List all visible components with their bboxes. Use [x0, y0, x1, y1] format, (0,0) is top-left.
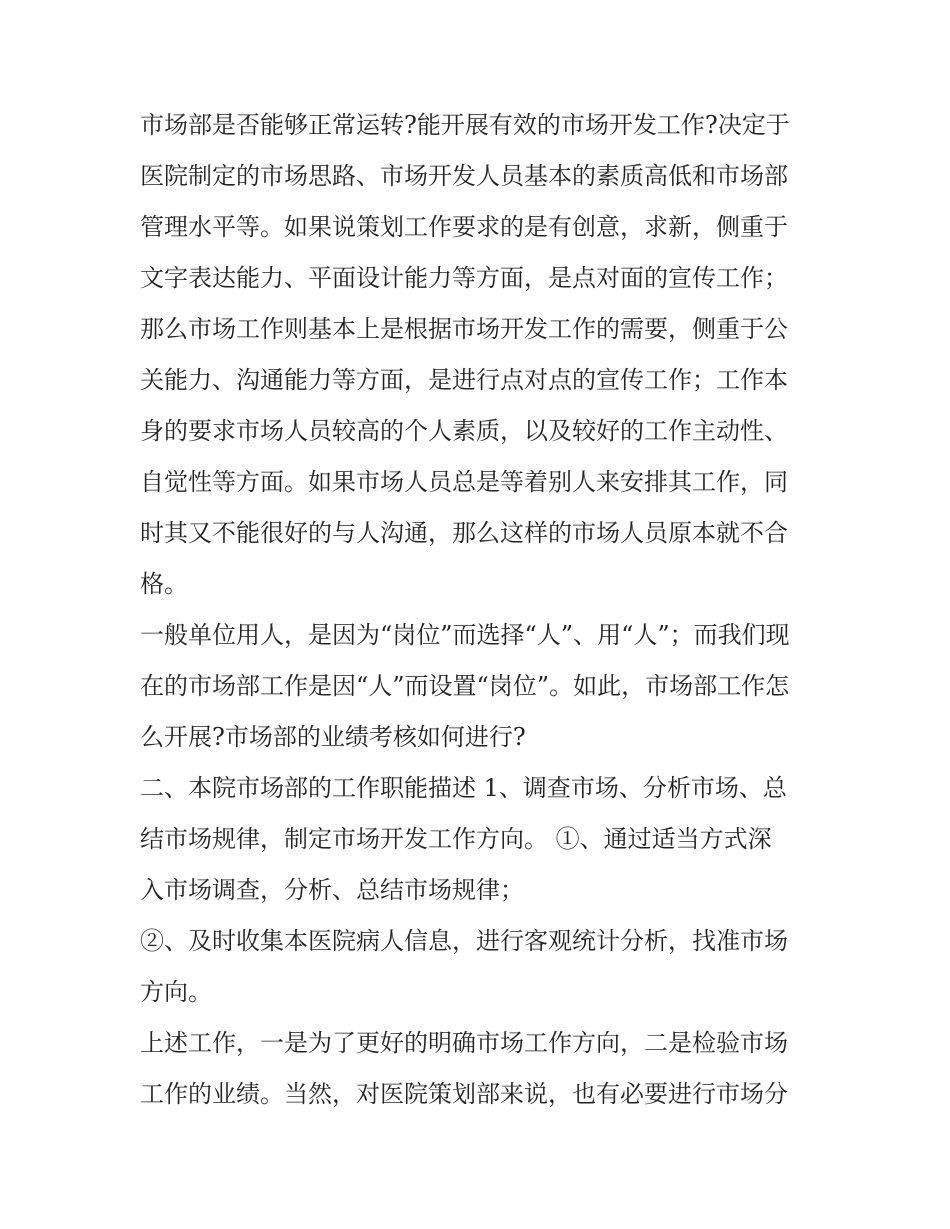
text-line-7: 身的要求市场人员较高的个人素质，以及较好的工作主动性、 — [140, 417, 788, 445]
text-line-18: 方向。 — [140, 978, 212, 1006]
text-line-10: 格。 — [140, 570, 188, 598]
text-line-16: 入市场调查，分析、总结市场规律； — [140, 876, 524, 904]
text-line-20: 工作的业绩。当然，对医院策划部来说，也有必要进行市场分 — [140, 1080, 788, 1108]
text-line-15: 结市场规律，制定市场开发工作方向。 ①、通过适当方式深 — [140, 825, 772, 853]
text-line-1: 市场部是否能够正常运转?能开展有效的市场开发工作?决定于 — [140, 111, 790, 139]
text-line-9: 时其又不能很好的与人沟通，那么这样的市场人员原本就不合 — [140, 519, 788, 547]
text-line-6: 关能力、沟通能力等方面，是进行点对点的宣传工作；工作本 — [140, 366, 788, 394]
text-line-17: ②、及时收集本医院病人信息，进行客观统计分析，找准市场 — [140, 927, 788, 955]
text-line-12: 在的市场部工作是因“人”而设置“岗位”。如此，市场部工作怎 — [140, 672, 790, 700]
text-line-3: 管理水平等。如果说策划工作要求的是有创意，求新，侧重于 — [140, 213, 788, 241]
text-line-19: 上述工作，一是为了更好的明确市场工作方向，二是检验市场 — [140, 1029, 788, 1057]
text-line-11: 一般单位用人，是因为“岗位”而选择“人”、用“人”；而我们现 — [140, 621, 790, 649]
text-line-4: 文字表达能力、平面设计能力等方面，是点对面的宣传工作； — [140, 264, 788, 292]
text-line-14: 二、本院市场部的工作职能描述 1、调查市场、分析市场、总 — [140, 774, 787, 802]
text-line-13: 么开展?市场部的业绩考核如何进行? — [140, 723, 526, 751]
text-line-2: 医院制定的市场思路、市场开发人员基本的素质高低和市场部 — [140, 162, 788, 190]
text-line-5: 那么市场工作则基本上是根据市场开发工作的需要，侧重于公 — [140, 315, 788, 343]
text-line-8: 自觉性等方面。如果市场人员总是等着别人来安排其工作，同 — [140, 468, 788, 496]
